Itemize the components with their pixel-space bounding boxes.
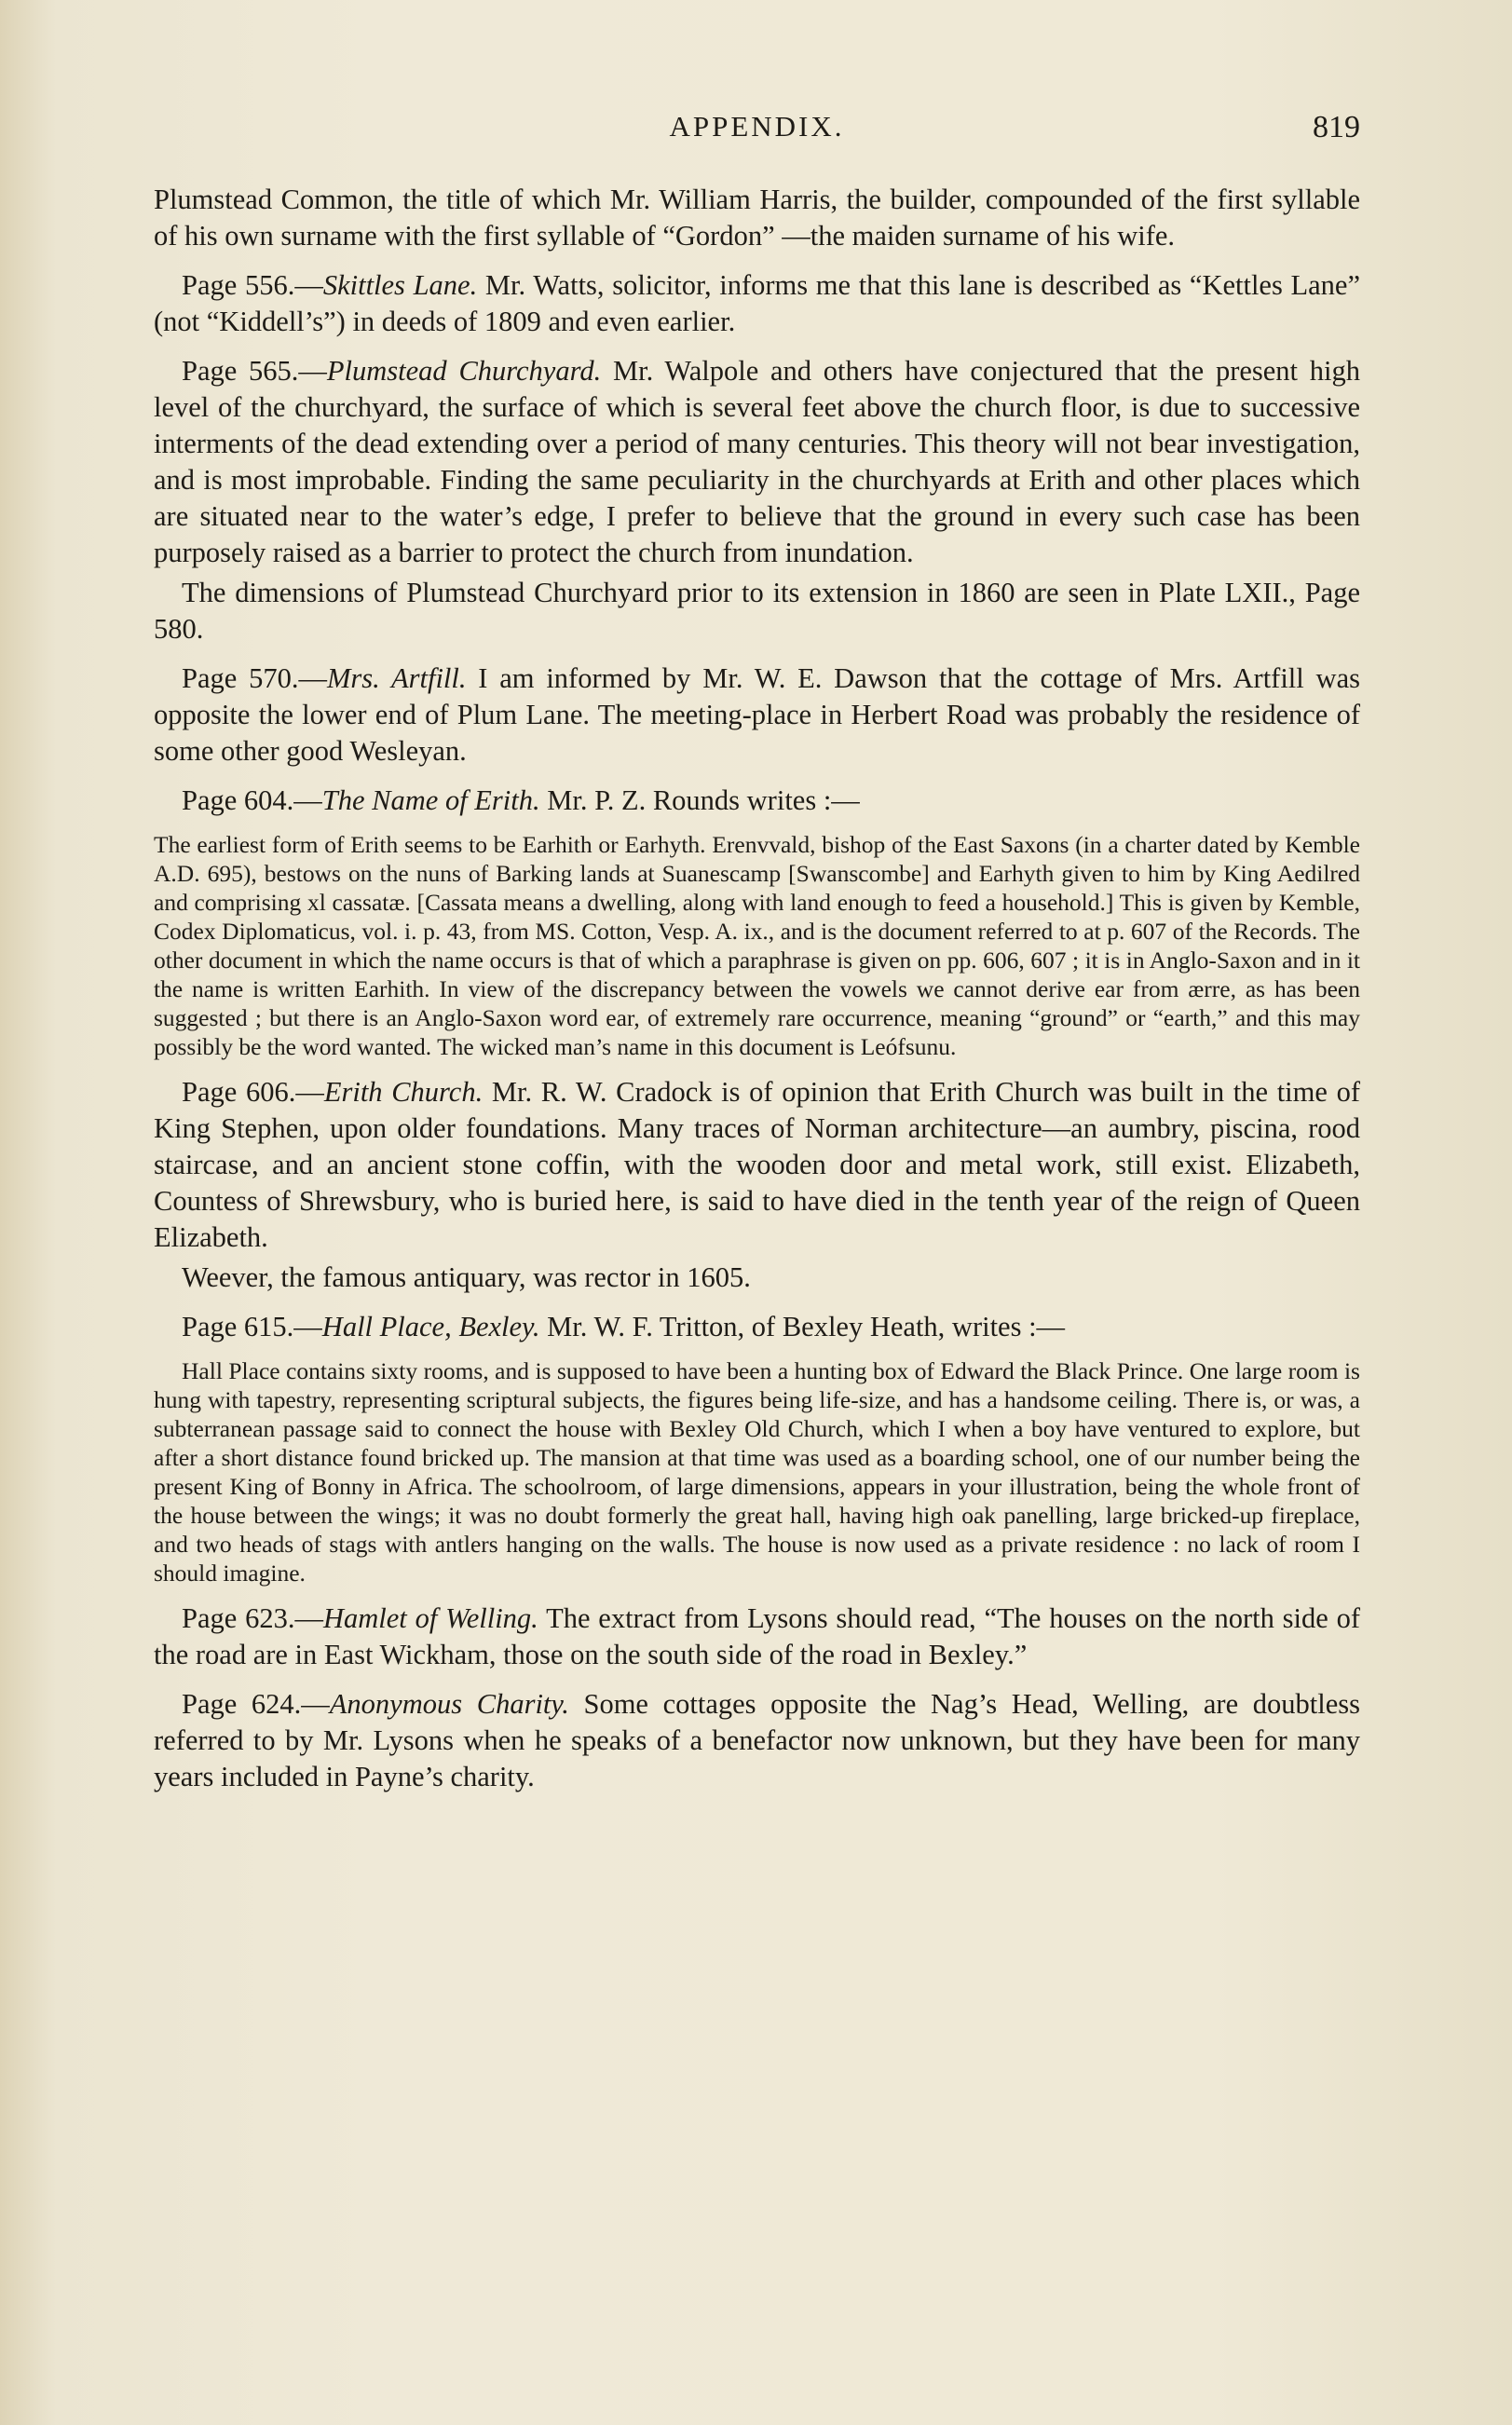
entry-text: Mr. Walpole and others have conjectured that the present high level of the churchyard, the surface of which is several feet above the church floor, is due to successive interments of the dead extending over a period of many centuries. This theory will not bear investigation, and is most improbable. Finding the same peculiarity in the churchyards at Erith and other places which are situated near to the water’s edge, I prefer to believe that the ground in every such case has been purposely raised as a barrier to protect the church from inundation. xyxy=(154,355,1361,568)
entry-title: The Name of Erith. xyxy=(321,784,540,816)
entry-text: Mr. P. Z. Rounds writes :— xyxy=(539,784,860,816)
page-body xyxy=(154,182,1360,1795)
entry-title: Plumstead Churchyard. xyxy=(326,355,602,387)
quote-text: Hall Place contains sixty rooms, and is supposed to have been a hunting box of Edward the Black Prince. One large room is hung with tapestry, representing scriptural subjects, the figures being life-size, and has a handsome ceiling. There is, or was, a subterranean passage said to connect the house with Bexley Old Church, which I when a boy have ventured to explore, but after a short distance found bricked up. The mansion at that time was used as a boarding school, one of our number being the present King of Bonny in Africa. The schoolroom, of large dimensions, appears in your illustration, being the whole front of the house between the wings; it was no doubt formerly the great hall, having high oak panelling, large bricked-up fireplace, and two heads of stags with antlers hanging on the walls. The house is now used as a private residence : no lack of room I should imagine. xyxy=(154,1357,1360,1587)
entry-hall-place xyxy=(154,1309,1360,1345)
paragraph-text: Plumstead Common, the title of which Mr. William Harris, the builder, compounded of the first syllable of his own surname with the first syllable of “Gordon” —the maiden surname of his wife. xyxy=(154,184,1360,252)
entry-page-ref: Page 556.— xyxy=(182,269,323,301)
entry-text: I am informed by Mr. W. E. Dawson that the cottage of Mrs. Artfill was opposite the lower end of Plum Lane. The meeting-place in Herbert Road was probably the residence of some other good Wesleyan. xyxy=(154,662,1360,767)
entry-page-ref: Page 615.— xyxy=(182,1311,322,1342)
paragraph-plumstead-common xyxy=(154,182,1360,254)
entry-title: Hamlet of Welling. xyxy=(322,1602,538,1634)
entry-page-ref: Page 623.— xyxy=(182,1602,323,1634)
entry-text: Some cottages opposite the Nag’s Head, Welling, are doubtless referred to by Mr. Lysons when he speaks of a benefactor now unknown, but they have been for many years included in Payne’s charity. xyxy=(154,1688,1360,1792)
entry-title: Hall Place, Bexley. xyxy=(321,1311,540,1342)
entry-page-ref: Page 570.— xyxy=(182,662,327,694)
entry-name-of-erith xyxy=(154,783,1360,819)
quote-text: The earliest form of Erith seems to be Earhith or Earhyth. Erenvvald, bishop of the East Saxons (in a charter dated by Kemble A.D. 695), bestows on the nuns of Barking lands at Suanescamp [Swanscombe] and Earhyth given to him by King Aedilred and comprising xl cassatæ. [Cassata means a dwelling, along with land enough to feed a household.] This is given by Kemble, Codex Diplomaticus, vol. i. p. 43, from MS. Cotton, Vesp. A. ix., and is the document referred to at p. 607 of the Records. The other document in which the name occurs is that of which a paraphrase is given on pp. 606, 607 ; it is in Anglo-Saxon and in it the name is written Earhith. In view of the discrepancy between the vowels we cannot derive ear from ærre, as has been suggested ; but there is an Anglo-Saxon word ear, of extremely rare occurrence, meaning “ground” or “earth,” and this may possibly be the word wanted. The wicked man’s name in this document is Leófsunu. xyxy=(154,831,1360,1060)
entry-page-ref: Page 606.— xyxy=(182,1076,324,1108)
entry-text: Mr. R. W. Cradock is of opinion that Erith Church was built in the time of King Stephen, upon older foundations. Many traces of Norman architecture—an aumbry, piscina, rood staircase, and an ancient stone coffin, with the wooden door and metal work, still exist. Elizabeth, Countess of Shrewsbury, who is buried here, is said to have died in the tenth year of the reign of Queen Elizabeth. xyxy=(154,1076,1360,1253)
entry-erith-church xyxy=(154,1074,1360,1256)
paragraph-churchyard-dimensions xyxy=(154,575,1360,647)
entry-anonymous-charity xyxy=(154,1686,1360,1795)
entry-title: Erith Church. xyxy=(323,1076,484,1108)
entry-plumstead-churchyard xyxy=(154,353,1360,571)
paragraph-weever xyxy=(154,1260,1360,1296)
entry-page-ref: Page 565.— xyxy=(182,355,327,387)
entry-text: The extract from Lysons should read, “The houses on the north side of the road are in East Wickham, those on the south side of the road in Bexley.” xyxy=(154,1602,1361,1670)
paragraph-text: The dimensions of Plumstead Churchyard prior to its extension in 1860 are seen in Plate LXII., Page 580. xyxy=(154,577,1360,645)
entry-page-ref: Page 624.— xyxy=(182,1688,330,1720)
entry-text: Mr. W. F. Tritton, of Bexley Heath, writes :— xyxy=(539,1311,1066,1342)
running-head xyxy=(154,110,1360,157)
entry-title: Mrs. Artfill. xyxy=(326,662,467,694)
entry-hamlet-of-welling xyxy=(154,1601,1360,1673)
entry-skittles-lane xyxy=(154,267,1360,340)
running-head-title: APPENDIX. xyxy=(669,110,845,143)
quote-hall-place xyxy=(154,1356,1360,1587)
page-number: 819 xyxy=(1313,110,1360,144)
quote-erith-etymology xyxy=(154,830,1360,1061)
paragraph-text: Weever, the famous antiquary, was rector in 1605. xyxy=(182,1261,751,1293)
entry-mrs-artfill xyxy=(154,661,1360,770)
entry-title: Skittles Lane. xyxy=(322,269,478,301)
entry-page-ref: Page 604.— xyxy=(182,784,322,816)
entry-title: Anonymous Charity. xyxy=(329,1688,569,1720)
entry-text: Mr. Watts, solicitor, informs me that this lane is described as “Kettles Lane” (not “Kiddell’s”) in deeds of 1809 and even earlier. xyxy=(154,269,1360,337)
